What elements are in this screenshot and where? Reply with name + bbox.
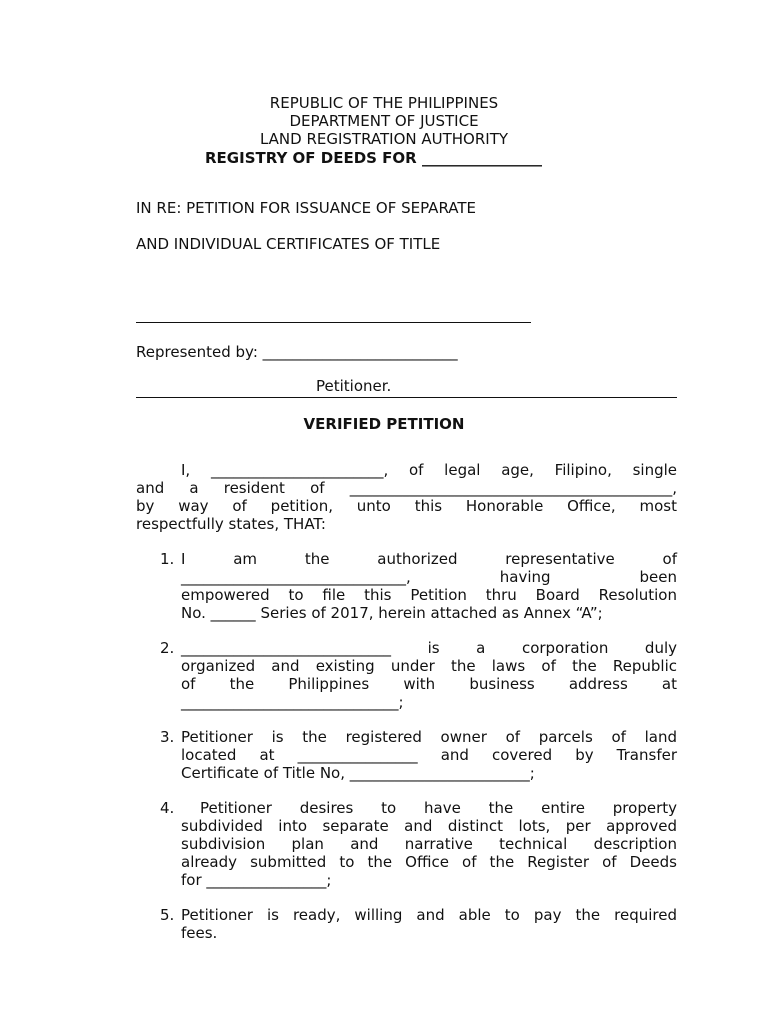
header-republic: REPUBLIC OF THE PHILIPPINES	[269, 94, 499, 112]
item-number: 1.	[160, 550, 175, 568]
header-authority: LAND REGISTRATION AUTHORITY	[259, 130, 509, 148]
item-3-line-2: located at ________________ and covered by Transfer	[181, 746, 677, 764]
item-1-line-3: empowered to file this Petition thru Board Resolution	[181, 586, 677, 604]
in-re-line-1: IN RE: PETITION FOR ISSUANCE OF SEPARATE	[136, 199, 476, 217]
intro-line-2: and a resident of ___________________________________________,	[136, 479, 677, 497]
item-number: 3.	[160, 728, 175, 746]
item-4-line-3: subdivision plan and narrative technical description	[181, 835, 677, 853]
header-department: DEPARTMENT OF JUSTICE	[289, 112, 479, 130]
item-number: 2.	[160, 639, 175, 657]
item-2-line-2: organized and existing under the laws of the Republic	[181, 657, 677, 675]
item-5-line-2: fees.	[181, 924, 218, 942]
item-number: 5.	[160, 906, 175, 924]
intro-line-4: respectfully states, THAT:	[136, 515, 326, 533]
intro-line-3: by way of petition, unto this Honorable Office, most	[136, 497, 677, 515]
item-3-line-3: Certificate of Title No, ________________________;	[181, 764, 535, 782]
represented-by: Represented by: __________________________	[136, 343, 458, 361]
intro-line-1: I, _______________________, of legal age, Filipino, single	[181, 461, 677, 479]
item-1-line-2: ______________________________, having been	[181, 568, 677, 586]
in-re-line-2: AND INDIVIDUAL CERTIFICATES OF TITLE	[136, 235, 441, 253]
item-5-line-1: Petitioner is ready, willing and able to pay the required	[181, 906, 677, 924]
item-2-line-1: ____________________________ is a corporation duly	[181, 639, 677, 657]
item-4-line-4: already submitted to the Office of the Register of Deeds	[181, 853, 677, 871]
item-number: 4.	[160, 799, 175, 817]
item-1-line-1: I am the authorized representative of	[181, 550, 677, 568]
header-registry: REGISTRY OF DEEDS FOR ________________	[205, 149, 542, 167]
item-4-line-2: subdivided into separate and distinct lots, per approved	[181, 817, 677, 835]
item-1-line-4: No. ______ Series of 2017, herein attached as Annex “A”;	[181, 604, 603, 622]
item-3-line-1: Petitioner is the registered owner of parcels of land	[181, 728, 677, 746]
petitioner-name-blank	[136, 322, 531, 323]
item-2-line-4: _____________________________;	[181, 693, 404, 711]
item-4-line-1: Petitioner desires to have the entire property	[200, 799, 677, 817]
petitioner-label: Petitioner.	[316, 377, 392, 395]
caption-rule	[136, 397, 677, 398]
item-2-line-3: of the Philippines with business address at	[181, 675, 677, 693]
item-4-line-5: for ________________;	[181, 871, 332, 889]
document-title: VERIFIED PETITION	[303, 415, 465, 433]
